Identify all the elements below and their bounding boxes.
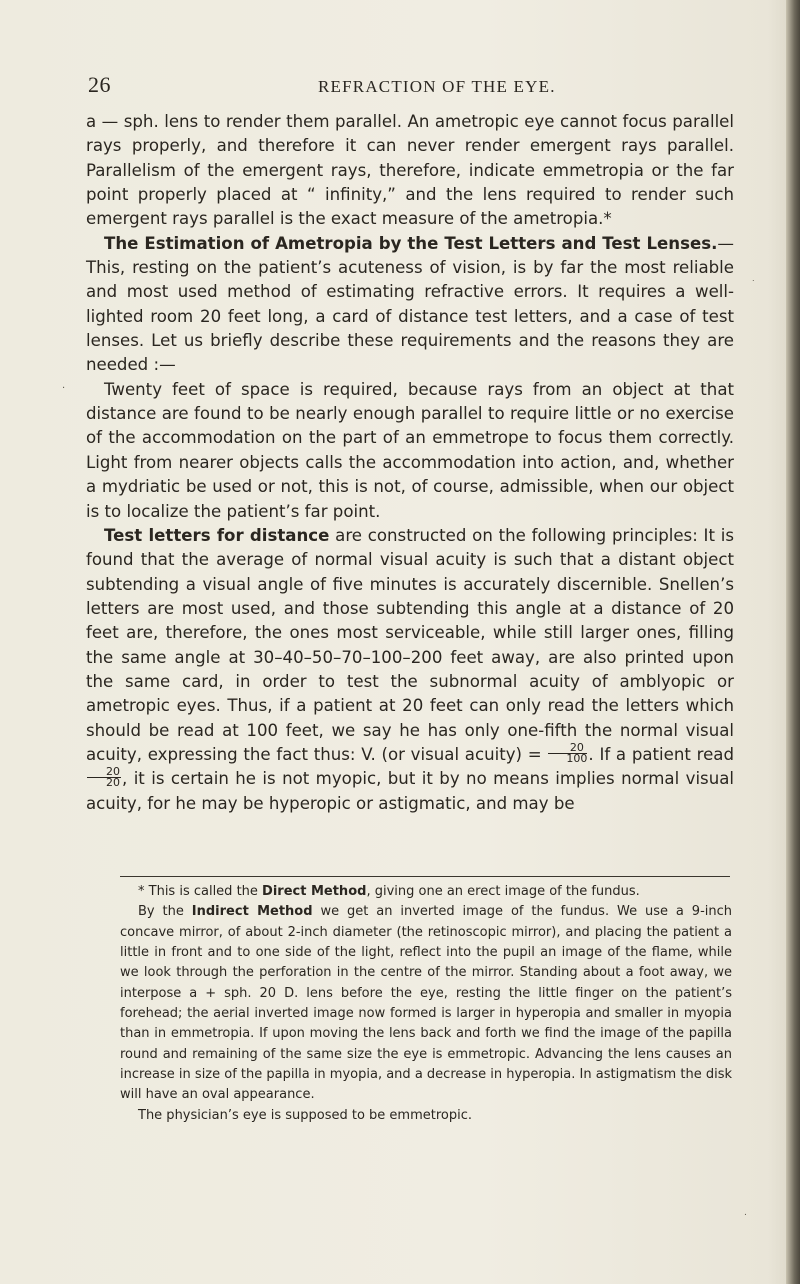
footnote-2 [120,902,732,1105]
fraction-20-100 [548,740,588,765]
fraction-numerator: 20 [548,743,587,754]
footnote-3: The physician’s eye is supposed to be emmetropic. [138,1107,472,1123]
paragraph-2-text: —This, resting on the patient’s acuteness of vision, is by far the most reliable and most used method of estimating refractive errors. It requires a well-lighted room 20 feet long, a card of distance test letters, and a case of test lenses. Let us briefly describe these requirements and the reasons they are needed :— [86,233,734,375]
paragraph-1: a — sph. lens to render them parallel. An ametropic eye cannot focus parallel rays properly, and therefore it can never render emergent rays parallel. Parallelism of the emergent rays, therefore, indicate emmetropia or the far point properly placed at “ infinity,” and the lens required to render such emergent rays parallel is the exact measure of the ametropia.* [86,112,734,229]
paragraph-4-text-2: . If a patient read [588,744,734,764]
fraction-denominator: 100 [566,751,588,765]
section-heading-estimation: The Estimation of Ametropia by the Test Letters and Test Lenses. [104,233,718,253]
paragraph-4-text-3: , it is certain he is not myopic, but it by no means implies normal visual acuity, for he may be hyperopic or astigmatic, and may be [86,769,734,813]
paragraph-4 [86,524,734,816]
page-edge-shadow [786,0,800,1284]
footnote-1-text-end: , giving one an erect image of the fundus. [366,884,640,899]
footnote-1-text: * This is called the [138,884,263,899]
footnote-rule [120,876,730,877]
fraction-denominator: 20 [106,776,120,790]
footnote-direct-method: Direct Method [262,884,367,899]
running-title: REFRACTION OF THE EYE. [318,77,556,96]
paragraph-3: Twenty feet of space is required, because rays from an object at that distance are found to be nearly enough parallel to require little or no exercise of the accommodation on the part of an emmetrope to focus them correctly. Light from nearer objects calls the accommodation into action, and, whether a mydriatic be used or not, this is not, of course, admissible, when our object is to localize the patient’s far point. [86,379,734,521]
footnote-indirect-method: Indirect Method [191,904,313,920]
section-heading-test-letters: Test letters for distance [104,525,330,545]
footnote-2-text: By the [138,904,192,920]
margin-speck: . [752,274,755,283]
footnote-2-text-end: we get an inverted image of the fundus. We use a 9-inch concave mirror, of about 2-inch diameter (the retinoscopic mirror), and placing the patient a little in front and to one side of the light, reflect into the pupil an image of the flame, while we look through the perforation in the centre of the mirror. Standing about a foot away, we interpose a + sph. 20 D. lens before the eye, resting the little finger on the patient’s forehead; the aerial inverted image now formed is larger in hyperopia and smaller in myopia than in emmetropia. If upon moving the lens back and forth we find the image of the papilla round and remaining of the same size the eye is emmetropic. Advancing the lens causes an increase in size of the papilla in myopia, and a decrease in hyperopia. In astigmatism the disk will have an oval appearance. [120,904,732,1103]
page-header [0,72,800,102]
page-number: 26 [88,72,111,97]
main-text [86,110,734,816]
paragraph-4-text: are constructed on the following principles: It is found that the average of normal visual acuity is such that a distant object subtending a visual angle of five minutes is accurately discernible. Snellen’s letters are most used, and those subtending this angle at a distance of 20 feet are, therefore, the ones most serviceable, while still larger ones, filling the same angle at 30–40–50–70–100–200 feet away, are also printed upon the same card, in order to test the subnormal acuity of amblyopic or ametropic eyes. Thus, if a patient at 20 feet can only read the letters which should be read at 100 feet, we say he has only one-fifth the normal visual acuity, expressing the fact thus: V. (or visual acuity) = [86,525,734,764]
fraction-numerator: 20 [87,767,121,778]
paragraph-2 [86,232,734,378]
footnote-1 [120,882,732,902]
margin-speck: . [62,380,66,391]
margin-speck: . [744,1208,747,1218]
fraction-20-20 [87,767,121,788]
footnote [120,882,732,1126]
